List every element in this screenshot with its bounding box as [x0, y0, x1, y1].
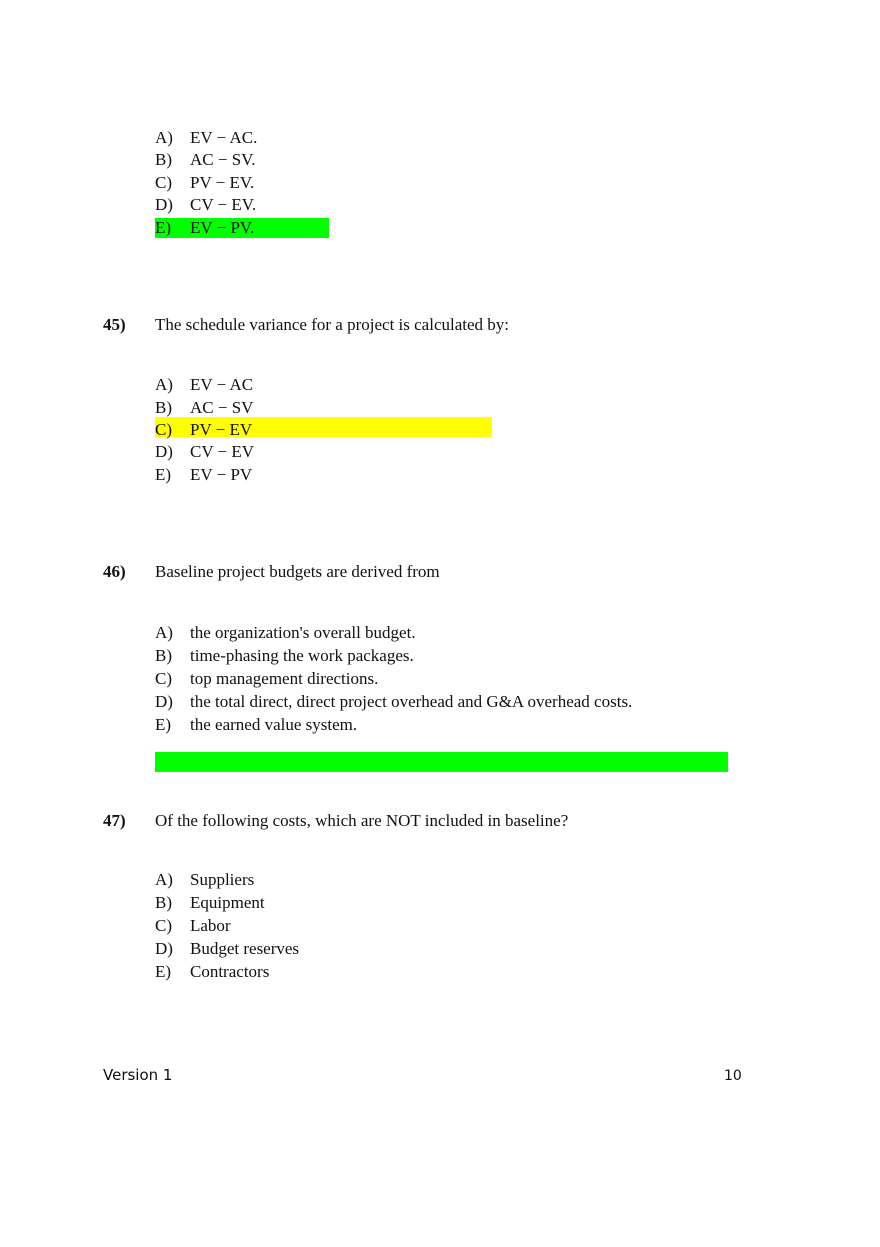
option-a: A) EV − AC	[155, 375, 254, 394]
option-e: E) EV − PV.	[155, 218, 255, 237]
option-a: A) EV − AC.	[155, 128, 258, 147]
option-a: A) the organization's overall budget.	[155, 623, 416, 642]
option-b: B) Equipment	[155, 893, 265, 912]
option-e: E) the earned value system.	[155, 715, 358, 734]
question-text: Baseline project budgets are derived from	[155, 562, 440, 581]
option-d: D) CV − EV.	[155, 195, 257, 214]
option-e: E) EV − PV	[155, 465, 253, 484]
option-e: E) Contractors	[155, 962, 270, 981]
option-c: C) PV − EV	[155, 420, 253, 439]
footer-page-number: 10	[724, 1068, 742, 1084]
option-d: D) CV − EV	[155, 442, 255, 461]
question-text: The schedule variance for a project is calculated by:	[155, 315, 509, 334]
option-c: C) PV − EV.	[155, 173, 255, 192]
option-b: B) AC − SV.	[155, 150, 256, 169]
question-number: 47)	[103, 811, 126, 830]
option-d: D) Budget reserves	[155, 939, 300, 958]
answer-highlight-q46	[155, 752, 728, 772]
option-b: B) AC − SV	[155, 398, 254, 417]
option-c: C) Labor	[155, 916, 231, 935]
question-number: 45)	[103, 315, 126, 334]
option-c: C) top management directions.	[155, 669, 379, 688]
option-a: A) Suppliers	[155, 870, 255, 889]
option-d: D) the total direct, direct project overhead and G&A overhead costs.	[155, 692, 633, 711]
question-text: Of the following costs, which are NOT included in baseline?	[155, 811, 569, 830]
question-number: 46)	[103, 562, 126, 581]
option-b: B) time-phasing the work packages.	[155, 646, 414, 665]
footer-version: Version 1	[103, 1066, 173, 1084]
